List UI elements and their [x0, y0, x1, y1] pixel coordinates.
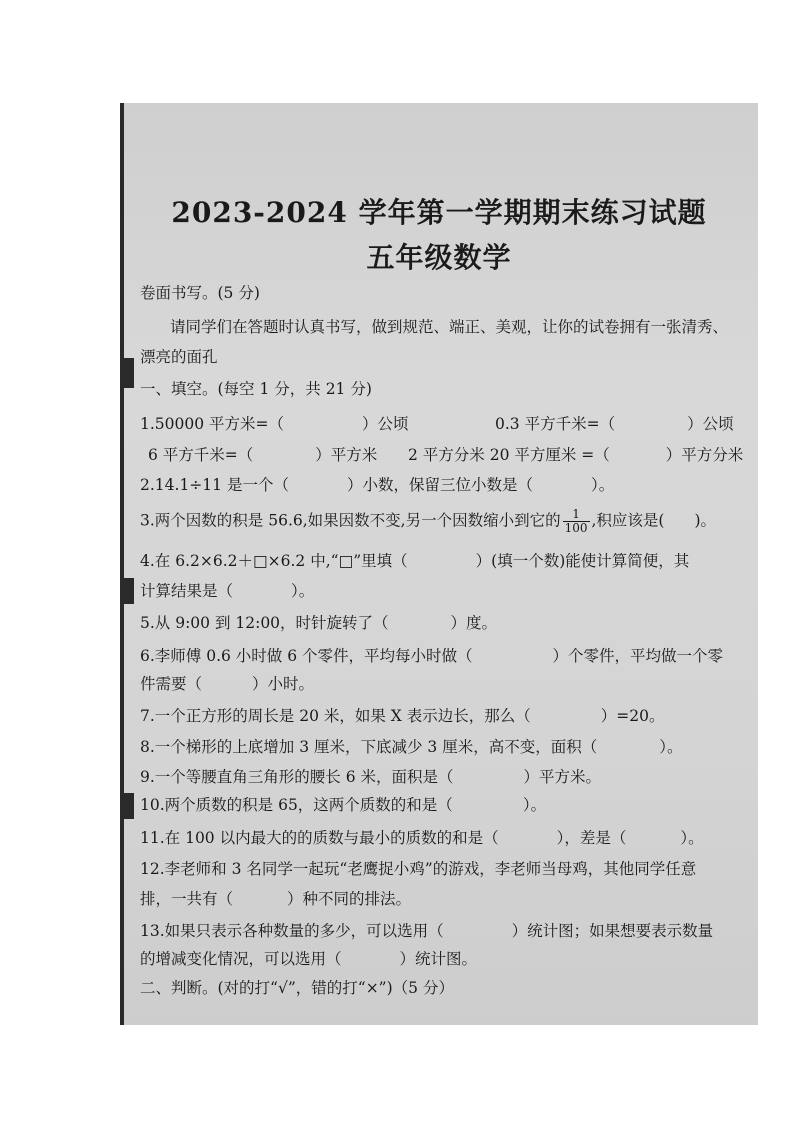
q-text: 0.3 平方千米=（	[495, 415, 616, 433]
q-text: 7.一个正方形的周长是 20 米，如果 X 表示边长，那么（	[140, 707, 531, 725]
q-text: 10.两个质数的积是 65，这两个质数的和是（	[140, 796, 453, 814]
question-11	[140, 828, 750, 848]
q-text: 13.如果只表示各种数量的多少，可以选用（	[140, 922, 444, 940]
q-text: ）平方米。	[523, 768, 602, 786]
q-text: ）。	[680, 829, 704, 847]
question-4-line1	[140, 551, 750, 571]
question-9	[140, 767, 750, 787]
q-text: 1.50000 平方米=（	[140, 415, 285, 433]
q-text: ）小数，保留三位小数是（	[346, 476, 533, 494]
q-text: 6.李师傅 0.6 小时做 6 个零件，平均每小时做（	[140, 647, 473, 665]
q-text: ）。	[522, 796, 547, 814]
q-text: 2 平方分米 20 平方厘米 =（	[408, 446, 610, 464]
q-text: ），差是（	[556, 829, 627, 847]
fraction-denominator: 100	[564, 521, 588, 535]
question-13-line1	[140, 921, 750, 941]
question-2	[140, 475, 750, 495]
intro-text-line1: 请同学们在答题时认真书写，做到规范、端正、美观，让你的试卷拥有一张清秀、	[170, 318, 729, 336]
q-text: 11.在 100 以内最大的的质数与最小的质数的和是（	[140, 829, 499, 847]
q-text: ）小时。	[252, 675, 315, 693]
q-text: 6 平方千米=（	[148, 446, 254, 464]
q-text: 件需要（	[140, 675, 203, 693]
q-text: 3.两个因数的积是 56.6,如果因数不变,另一个因数缩小到它的	[140, 511, 561, 530]
q-text: ）统计图；如果想要表示数量	[511, 922, 714, 940]
q-text: ）个零件，平均做一个零	[552, 647, 724, 665]
question-6-line2	[140, 674, 750, 694]
intro-heading: 卷面书写。(5 分)	[140, 284, 260, 302]
question-12-line1: 12.李老师和 3 名同学一起玩“老鹰捉小鸡”的游戏，李老师当母鸡，其他同学任意	[140, 860, 697, 878]
q-text: 排，一共有（	[140, 890, 234, 908]
fraction	[563, 508, 590, 535]
fraction-numerator: 1	[563, 508, 590, 522]
section2-heading: 二、判断。(对的打“√”，错的打“×”)（5 分）	[140, 979, 454, 997]
q-text: ）统计图。	[399, 950, 478, 968]
question-6-line1	[140, 646, 750, 666]
q-text: 5.从 9:00 到 12:00，时针旋转了（	[140, 614, 389, 632]
q-text: ,积应该是(	[591, 511, 665, 530]
question-8	[140, 737, 750, 757]
exam-subtitle: 五年级数学	[366, 241, 512, 274]
q-text: ）=20。	[600, 707, 665, 725]
question-7	[140, 706, 750, 726]
q-text: ）公顷	[687, 415, 734, 433]
question-4-line2	[140, 581, 750, 601]
q-text: 2.14.1÷11 是一个（	[140, 476, 289, 494]
question-3	[140, 508, 750, 535]
q-text: 计算结果是（	[140, 582, 234, 600]
question-1b	[495, 414, 745, 434]
section1-heading: 一、填空。(每空 1 分，共 21 分)	[140, 380, 372, 398]
exam-paper	[120, 103, 758, 1025]
question-13-line2	[140, 949, 750, 969]
q-text: 8.一个梯形的上底增加 3 厘米，下底减少 3 厘米，高不变，面积（	[140, 738, 598, 756]
q-text: 的增减变化情况，可以选用（	[140, 950, 342, 968]
question-10	[140, 795, 750, 815]
q-text: ）平方分米	[665, 446, 744, 464]
q-text: )。	[694, 511, 717, 530]
q-text: ）。	[590, 476, 615, 494]
q-text: ）公顷	[362, 415, 409, 433]
q-text: 4.在 6.2×6.2＋□×6.2 中,“□”里填（	[140, 552, 408, 570]
q-text: ）度。	[450, 614, 498, 632]
intro-text-line2: 漂亮的面孔	[140, 348, 218, 366]
exam-title: 2023-2024 学年第一学期期末练习试题	[171, 196, 707, 229]
paper-shadow-edge	[120, 103, 124, 1025]
question-12-line2	[140, 889, 750, 909]
q-text: ）。	[291, 582, 315, 600]
q-text: ）。	[659, 738, 683, 756]
q-text: ）(填一个数)能使计算简便，其	[475, 552, 690, 570]
q-text: ）种不同的排法。	[287, 890, 412, 908]
q-text: 9.一个等腰直角三角形的腰长 6 米，面积是（	[140, 768, 454, 786]
q-text: ）平方米	[315, 446, 378, 464]
question-5	[140, 613, 750, 633]
question-1d	[408, 445, 748, 465]
